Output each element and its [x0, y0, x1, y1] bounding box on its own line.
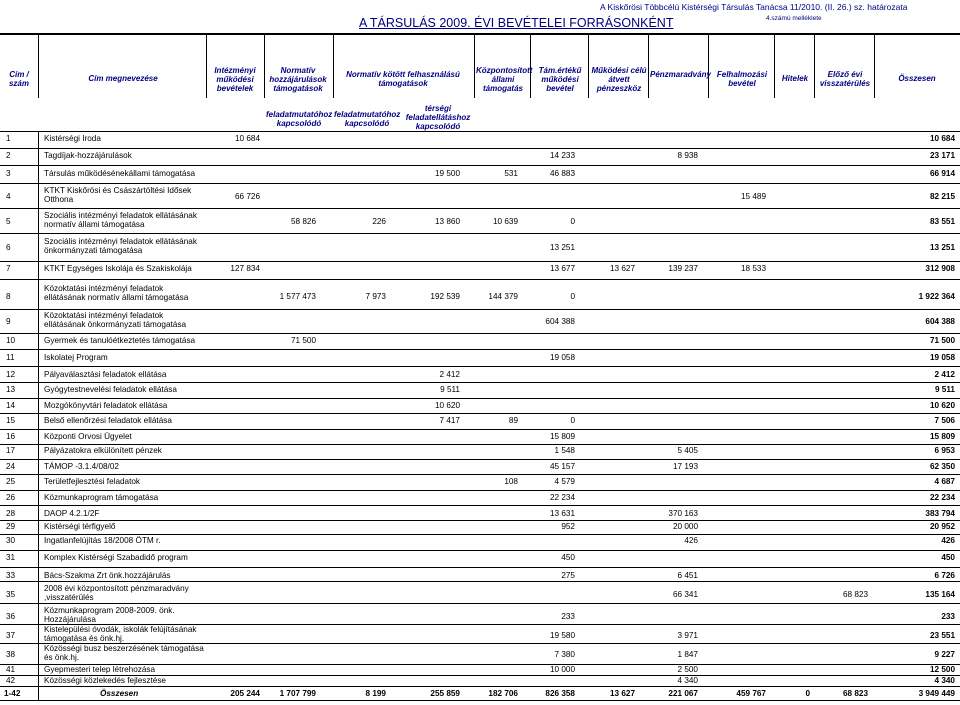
row-label: Területfejlesztési feladatok	[44, 477, 141, 486]
cell-osszesen: 450	[941, 553, 955, 562]
row-number: 12	[6, 370, 16, 379]
row-divider	[0, 581, 960, 582]
row-divider	[0, 366, 960, 367]
cell-osszesen: 135 164	[925, 589, 955, 599]
row-number: 3	[6, 169, 11, 178]
row-divider	[0, 567, 960, 568]
cell-mukodesi: 13 627	[609, 264, 635, 273]
cell-tam: 1 548	[554, 446, 575, 455]
row-divider	[0, 148, 960, 149]
cell-tam: 19 580	[549, 630, 575, 640]
cell-osszesen: 82 215	[929, 191, 955, 201]
cell-osszesen: 4 340	[934, 676, 955, 685]
row-divider	[0, 700, 960, 701]
column-divider	[38, 34, 39, 98]
row-number: 28	[6, 509, 16, 518]
row-number: 37	[6, 630, 16, 640]
row-number: 8	[6, 291, 11, 301]
cell-norm: 1 577 473	[279, 291, 316, 301]
annex-note: 4.számú melléklete	[766, 15, 822, 22]
cell-osszesen: 10 620	[929, 401, 955, 410]
row-label: Gyermek és tanulóétkeztetés támogatása	[44, 336, 196, 345]
cell-osszesen: 604 388	[925, 316, 955, 326]
cell-tam: 14 233	[549, 151, 575, 160]
row-divider	[0, 520, 960, 521]
cell-osszesen: 6 726	[934, 571, 955, 580]
cell-kozpont: 531	[504, 169, 518, 178]
column-divider	[333, 34, 334, 98]
cell-tam: 7 380	[554, 649, 575, 659]
cell-kot: 226	[372, 216, 386, 226]
row-divider	[0, 534, 960, 535]
row-number: 11	[6, 353, 15, 362]
row-label: Közmunkaprogram támogatása	[44, 493, 159, 502]
cell-felhalm: 18 533	[740, 264, 766, 273]
header-intezmenyi: Intézményi működési bevételek	[214, 66, 256, 93]
cell-kotott: 9 511	[440, 385, 460, 394]
cell-penzmar: 66 341	[672, 589, 698, 599]
row-label: Belső ellenőrzési feladatok ellátása	[44, 416, 172, 425]
subheader-2: feladatmutatóhoz kapcsolódó	[334, 110, 401, 128]
row-number: 36	[6, 611, 16, 621]
total-cell: 182 706	[488, 689, 518, 698]
row-divider	[0, 603, 960, 604]
cell-tam: 13 631	[549, 509, 575, 518]
row-number: 15	[6, 416, 16, 425]
cell-tam: 13 677	[549, 264, 575, 273]
row-label: Közoktatási intézményi feladatok ellátásának önkormányzati támogatása	[44, 311, 186, 329]
cell-osszesen: 7 506	[934, 416, 955, 425]
row-label: TÁMOP -3.1.4/08/02	[44, 462, 119, 471]
cell-osszesen: 23 551	[929, 630, 955, 640]
row-divider	[0, 165, 960, 166]
row-divider	[0, 413, 960, 414]
row-number: 4	[6, 191, 11, 201]
row-divider	[0, 444, 960, 445]
cell-tam: 15 809	[549, 432, 575, 441]
row-number: 31	[6, 553, 16, 562]
cell-osszesen: 23 171	[929, 151, 955, 160]
total-cell: 13 627	[609, 689, 635, 698]
subheader-3: térségi feladatellátáshoz kapcsolódó	[405, 104, 471, 131]
cell-penzmar: 4 340	[677, 676, 698, 685]
cell-osszesen: 233	[941, 611, 955, 621]
row-divider	[0, 349, 960, 350]
row-label: Bács-Szakma Zrt önk.hozzájárulás	[44, 571, 171, 580]
row-divider	[0, 429, 960, 430]
cell-tam: 19 058	[549, 353, 575, 362]
row-label: Ingatlanfelújítás 18/2008 ÖTM r.	[44, 536, 161, 545]
cell-kozpont: 108	[504, 477, 518, 486]
cell-tam: 952	[561, 522, 575, 531]
cell-felhalm: 15 489	[740, 191, 766, 201]
row-label: Gyepmesteri telep létrehozása	[44, 665, 156, 674]
cell-osszesen: 15 809	[929, 432, 955, 441]
row-divider	[0, 261, 960, 262]
row-number: 16	[6, 432, 16, 441]
row-label: Mozgókönyvtári feladatok ellátása	[44, 401, 168, 410]
cell-osszesen: 426	[941, 536, 955, 545]
cell-penzmar: 370 163	[668, 509, 698, 518]
cell-intez: 10 684	[234, 134, 260, 143]
cell-osszesen: 13 251	[929, 242, 955, 252]
row-divider	[0, 490, 960, 491]
row-label: KTKT Egységes Iskolája és Szakiskolája	[44, 264, 192, 273]
total-cell: 221 067	[668, 689, 698, 698]
row-divider	[0, 398, 960, 399]
cell-osszesen: 2 412	[934, 370, 955, 379]
cell-kotott: 13 860	[434, 216, 460, 226]
row-divider	[0, 309, 960, 310]
cell-tam: 0	[570, 416, 575, 425]
cell-penzmar: 17 193	[672, 462, 698, 471]
row-number: 29	[6, 522, 16, 531]
row-divider	[0, 505, 960, 506]
row-divider	[0, 333, 960, 334]
cell-osszesen: 383 794	[925, 509, 955, 518]
row-number: 26	[6, 493, 16, 502]
header-normativ: Normatív hozzájárulások támogatások	[269, 66, 327, 93]
cell-tam: 4 579	[554, 477, 575, 486]
row-number: 7	[6, 264, 11, 273]
row-label: Szociális intézményi feladatok ellátásának önkormányzati támogatása	[44, 237, 197, 255]
total-cell: 68 823	[842, 689, 868, 698]
column-divider	[874, 34, 875, 98]
row-divider	[0, 474, 960, 475]
cell-osszesen: 312 908	[925, 264, 955, 273]
cell-norm: 58 826	[290, 216, 316, 226]
row-number: 9	[6, 316, 11, 326]
row-label: Pályaválasztási feladatok ellátása	[44, 370, 167, 379]
total-cell: 1 707 799	[279, 689, 316, 698]
cell-kozpont: 89	[508, 416, 518, 425]
cell-kotott: 192 539	[430, 291, 460, 301]
row-number: 35	[6, 589, 16, 599]
column-divider	[708, 34, 709, 98]
cell-osszesen: 19 058	[929, 353, 955, 362]
row-divider	[0, 233, 960, 234]
cell-tam: 233	[561, 611, 575, 621]
cell-penzmar: 426	[684, 536, 698, 545]
header-felhalmozasi: Felhalmozási bevétel	[716, 70, 768, 88]
row-divider	[0, 34, 960, 35]
cell-osszesen: 6 953	[934, 446, 955, 455]
cell-osszesen: 22 234	[929, 493, 955, 502]
cell-osszesen: 9 227	[934, 649, 955, 659]
header-mukodesi-celu: Működési célú átvett pénzeszköz	[591, 66, 647, 93]
row-divider	[0, 208, 960, 209]
row-label: Pályázatokra elkülönített pénzek	[44, 446, 162, 455]
cell-tam: 0	[570, 216, 575, 226]
row-number: 24	[6, 462, 16, 471]
row-label: DAOP 4.2.1/2F	[44, 509, 100, 518]
cell-penzmar: 8 938	[677, 151, 698, 160]
row-number: 13	[6, 385, 16, 394]
cell-norm: 71 500	[290, 336, 316, 345]
total-cell: 459 767	[736, 689, 766, 698]
total-cell: 826 358	[545, 689, 575, 698]
cell-osszesen: 62 350	[929, 462, 955, 471]
cell-kotott: 10 620	[434, 401, 460, 410]
row-label: Közoktatási intézményi feladatok ellátásának normatív állami támogatása	[44, 284, 189, 302]
header-kozpontositott: Központosított állami támogatás	[476, 66, 533, 93]
row-divider	[0, 279, 960, 280]
cell-tam: 604 388	[545, 316, 575, 326]
cell-kotott: 2 412	[439, 370, 460, 379]
row-label: Kistérségi térfigyelő	[44, 522, 116, 531]
header-hitelek: Hitelek	[781, 74, 809, 83]
row-label: Szociális intézményi feladatok ellátásának normatív állami támogatása	[44, 211, 197, 229]
column-divider	[648, 34, 649, 98]
cell-osszesen: 83 551	[929, 216, 955, 226]
cell-penzmar: 5 405	[677, 446, 698, 455]
cell-osszesen: 12 500	[929, 665, 955, 674]
header-tam-erteku: Tám.értékű működési bevétel	[538, 66, 582, 93]
cell-tam: 0	[570, 291, 575, 301]
cell-osszesen: 1 922 364	[918, 291, 955, 301]
cell-tam: 450	[561, 553, 575, 562]
total-cell: 205 244	[230, 689, 260, 698]
row-divider	[0, 686, 960, 687]
row-divider	[0, 550, 960, 551]
row-number: 41	[6, 665, 16, 674]
total-num: 1-42	[4, 689, 21, 698]
row-label: Kistérségi Iroda	[44, 134, 101, 143]
cell-kozpont: 144 379	[488, 291, 518, 301]
row-divider	[0, 459, 960, 460]
cell-kotott: 7 417	[439, 416, 460, 425]
column-divider	[588, 34, 589, 98]
cell-penzmar: 2 500	[677, 665, 698, 674]
column-divider	[264, 34, 265, 98]
row-label: KTKT Kiskőrösi és Császártöltési Idősek Otthona	[44, 186, 192, 204]
total-cell: 255 859	[430, 689, 460, 698]
cell-penzmar: 20 000	[672, 522, 698, 531]
row-label: Gyógytestnevelési feladatok ellátása	[44, 385, 177, 394]
cell-kozpont: 10 639	[492, 216, 518, 226]
column-divider	[774, 34, 775, 98]
cell-tam: 46 883	[549, 169, 575, 178]
column-divider	[38, 131, 39, 700]
total-cell: 8 199	[365, 689, 386, 698]
cell-penzmar: 6 451	[677, 571, 698, 580]
header-osszesen: Összesen	[898, 74, 936, 83]
header-elozo-evi: Előző évi visszatérülés	[819, 70, 871, 88]
cell-kotott: 19 500	[434, 169, 460, 178]
cell-penzmar: 3 971	[677, 630, 698, 640]
cell-tam: 10 000	[549, 665, 575, 674]
row-label: Közmunkaprogram 2008-2009. önk. Hozzájárulása	[44, 606, 175, 624]
cell-tam: 13 251	[549, 242, 575, 252]
row-divider	[0, 131, 960, 132]
cell-penzmar: 139 237	[668, 264, 698, 273]
row-label: Kistelepülési óvodák, iskolák felújításának támogatása és önk.hj.	[44, 625, 197, 643]
cell-intez: 66 726	[234, 191, 260, 201]
page-title: A TÁRSULÁS 2009. ÉVI BEVÉTELEI FORRÁSONKÉNT	[359, 16, 674, 30]
row-number: 17	[6, 446, 16, 455]
header-normativ-kotott: Normatív kötött felhasználású támogatások	[346, 70, 460, 88]
row-label: Komplex Kistérségi Szabadidő program	[44, 553, 188, 562]
header-cim: Cím / szám	[8, 70, 29, 88]
row-number: 10	[6, 336, 16, 345]
cell-kot: 7 973	[365, 291, 386, 301]
cell-elozo: 68 823	[842, 589, 868, 599]
cell-penzmar: 1 847	[677, 649, 698, 659]
row-label: Tagdíjak-hozzájárulások	[44, 151, 132, 160]
header-megnevezes: Cím megnevezése	[88, 74, 158, 83]
row-number: 42	[6, 676, 16, 685]
row-number: 30	[6, 536, 16, 545]
row-number: 14	[6, 401, 16, 410]
cell-osszesen: 10 684	[929, 134, 955, 143]
row-number: 33	[6, 571, 16, 580]
row-divider	[0, 183, 960, 184]
resolution-note: A Kiskőrösi Többcélú Kistérségi Társulás Tanácsa 11/2010. (II. 26.) sz. határozata	[600, 2, 908, 12]
row-divider	[0, 382, 960, 383]
total-label: Összesen	[100, 689, 139, 698]
row-label: Társulás működésénekállami támogatása	[44, 169, 196, 178]
cell-tam: 275	[561, 571, 575, 580]
row-number: 6	[6, 242, 11, 252]
row-label: Közösségi busz beszerzésének támogatása és önk.hj.	[44, 644, 204, 662]
row-label: 2008 évi központosított pénzmaradvány ,visszatérülés	[44, 584, 189, 602]
row-label: Közösségi közlekedés fejlesztése	[44, 676, 166, 685]
total-cell: 0	[805, 689, 810, 698]
column-divider	[474, 34, 475, 98]
total-cell: 3 949 449	[918, 689, 955, 698]
row-number: 38	[6, 649, 16, 659]
cell-tam: 22 234	[549, 493, 575, 502]
cell-tam: 45 157	[549, 462, 575, 471]
row-label: Iskolatej Program	[44, 353, 108, 362]
cell-intez: 127 834	[230, 264, 260, 273]
row-label: Központi Orvosi Ügyelet	[44, 432, 132, 441]
cell-osszesen: 9 511	[934, 385, 955, 394]
row-number: 1	[6, 134, 11, 143]
row-number: 5	[6, 216, 11, 226]
cell-osszesen: 4 687	[934, 477, 955, 486]
subheader-1: feladatmutatóhoz kapcsolódó	[266, 110, 333, 128]
row-number: 25	[6, 477, 16, 486]
row-number: 2	[6, 151, 11, 160]
column-divider	[814, 34, 815, 98]
cell-osszesen: 20 952	[929, 522, 955, 531]
header-penzmaradvany: Pénzmaradvány	[650, 70, 711, 79]
cell-osszesen: 71 500	[929, 336, 955, 345]
cell-osszesen: 66 914	[929, 169, 955, 178]
